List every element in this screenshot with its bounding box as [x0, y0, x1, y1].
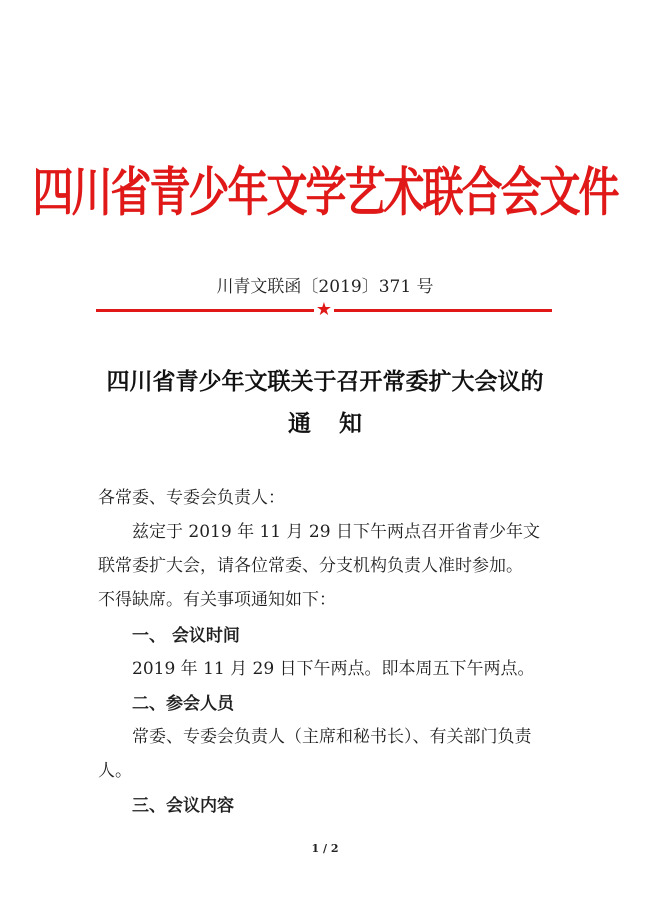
section-text-time: 2019 年 11 月 29 日下午两点。即本周五下午两点。 — [132, 659, 535, 679]
notice-title-line1: 四川省青少年文联关于召开常委扩大会议的 — [106, 368, 544, 395]
paragraph-line-3: 不得缺席。有关事项通知如下： — [98, 590, 336, 610]
section-text-attendees-line2: 人。 — [98, 761, 132, 781]
notice-title-line2 — [0, 405, 650, 438]
paragraph-line-2: 联常委扩大会，请各位常委、分支机构负责人准时参加。 — [98, 556, 523, 576]
document-number: 川青文联函〔2019〕371 号 — [216, 277, 434, 297]
star-icon: ★ — [315, 299, 333, 320]
page-indicator: 1 / 2 — [311, 842, 339, 855]
section-heading-content: 三、会议内容 — [132, 796, 234, 816]
red-divider-left — [96, 309, 314, 312]
salutation: 各常委、专委会负责人： — [98, 488, 285, 508]
paragraph-line-1: 兹定于 2019 年 11 月 29 日下午两点召开省青少年文 — [132, 522, 540, 542]
section-heading-attendees: 二、参会人员 — [132, 694, 234, 714]
red-divider-right — [334, 309, 552, 312]
notice-title-char-2: 知 — [339, 410, 362, 437]
notice-title-char-1: 通 — [288, 410, 311, 437]
section-text-attendees-line1: 常委、专委会负责人（主席和秘书长）、有关部门负责 — [132, 727, 532, 747]
section-heading-time: 一、 会议时间 — [132, 626, 240, 646]
document-header-title: 四川省青少年文学艺术联合会文件 — [32, 161, 618, 223]
